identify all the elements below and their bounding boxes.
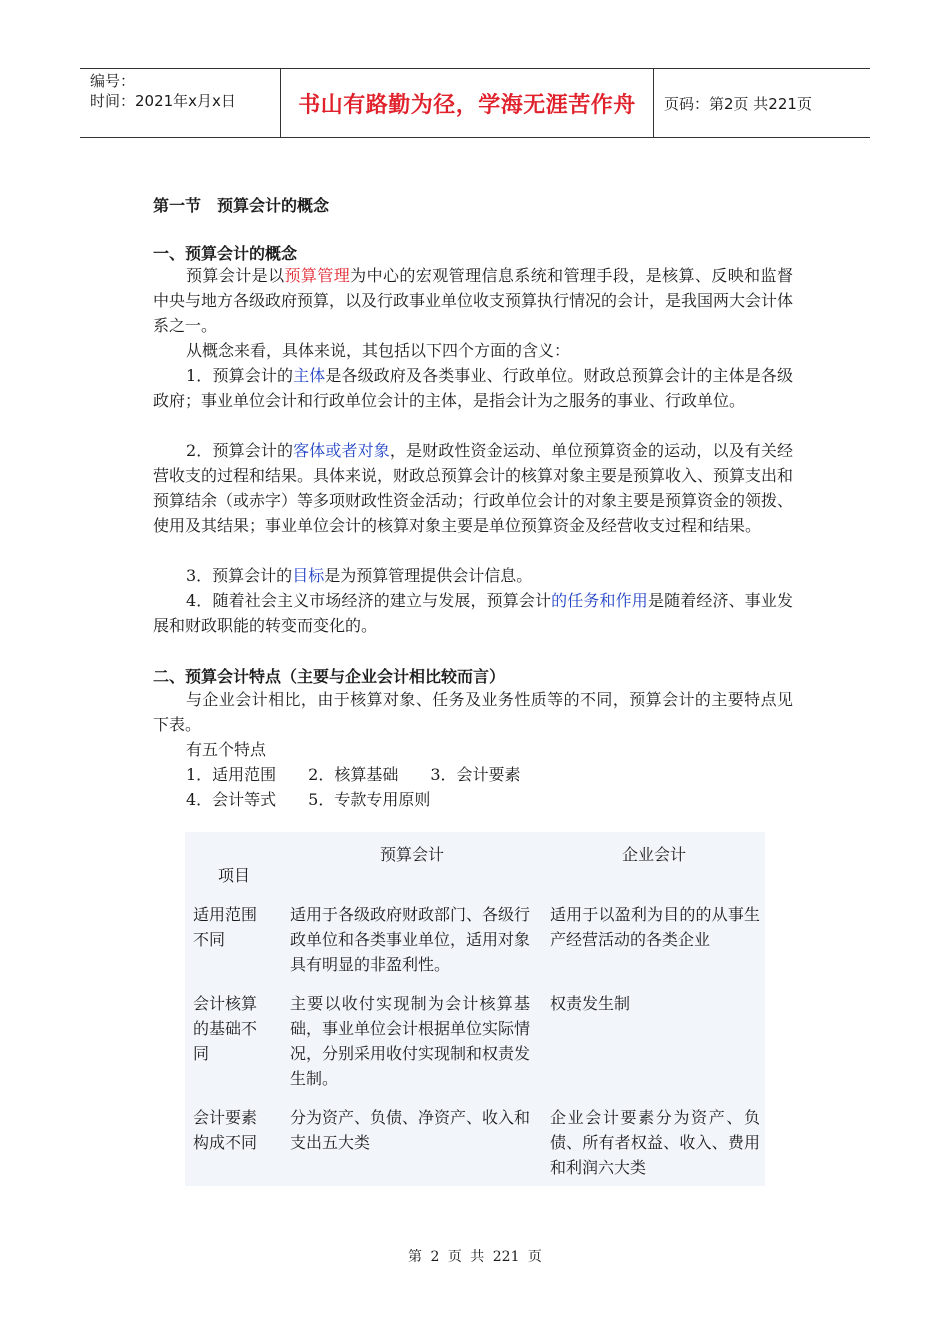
part2-five-features: 有五个特点 <box>186 740 267 759</box>
item3-text-b: 是为预算管理提供会计信息。 <box>324 566 533 585</box>
header-meta <box>80 69 281 137</box>
budget-management-term: 预算管理 <box>284 266 351 285</box>
item2-text-b: ，是财政性资金运动、单位预算资金的运动，以及有关经营收支的过程和结果。具体来说，财政总预算会计的核算对象主要是预算收入、预算支出和预算结余（或赤字）等多项财政性资金活动；行政单位会计的对象主要是预算资金的领拨、使用及其结果；事业单位会计的核算对象主要是单位预算资金及经营收支过程和结果。 <box>153 441 794 535</box>
part1-item-4 <box>153 588 793 638</box>
table-row-1-item: 适用范围不同 <box>193 905 258 949</box>
item1-text-b: 是各级政府及各类事业、行政单位。财政总预算会计的主体是各级政府；事业单位会计和行政单位会计的主体，是指会计为之服务的事业、行政单位。 <box>153 366 793 410</box>
table-row-2-budget: 主要以收付实现制为会计核算基础，事业单位会计根据单位实际情况，分别采用收付实现制和权责发生制。 <box>290 994 531 1088</box>
part1-item-2 <box>153 438 793 538</box>
item4-text-b: 是随着经济、事业发展和财政职能的转变而变化的。 <box>153 591 793 635</box>
item3-text-a: 3．预算会计的 <box>186 566 293 585</box>
table-row-3-item: 会计要素构成不同 <box>193 1108 258 1152</box>
table-header-budget: 预算会计 <box>380 845 445 864</box>
table-row-2-item: 会计核算的基础不同 <box>193 994 258 1063</box>
comparison-table <box>185 832 765 1186</box>
part1-from-concept: 从概念来看，具体来说，其包括以下四个方面的含义： <box>186 341 571 360</box>
part1-intro-text-a: 预算会计是以 <box>186 266 285 285</box>
part1-intro-text-b: 为中心的宏观管理信息系统和管理手段，是核算、反映和监督中央与地方各级政府预算，以及行政事业单位收支预算执行情况的会计，是我国两大会计体系之一。 <box>153 266 794 335</box>
table-row-2-enterprise: 权责发生制 <box>550 994 631 1013</box>
item3-highlight: 目标 <box>292 566 325 585</box>
part2-intro: 与企业会计相比，由于核算对象、任务及业务性质等的不同，预算会计的主要特点见下表。 <box>153 690 793 734</box>
part1-heading: 一、预算会计的概念 <box>153 244 298 263</box>
table-header-item: 项目 <box>218 866 251 885</box>
item2-text-a: 2．预算会计的 <box>186 441 294 460</box>
item1-text-a: 1．预算会计的 <box>186 366 294 385</box>
table-row-1-budget: 适用于各级政府财政部门、各级行政单位和各类事业单位，适用对象具有明显的非盈利性。 <box>290 905 531 974</box>
item4-text-a: 4．随着社会主义市场经济的建立与发展，预算会计 <box>186 591 552 610</box>
table-row-1-enterprise: 适用于以盈利为目的的从事生产经营活动的各类企业 <box>550 905 760 949</box>
part2-heading: 二、预算会计特点（主要与企业会计相比较而言） <box>153 667 506 686</box>
page-footer: 第 2 页 共 221 页 <box>408 1249 542 1265</box>
table-row-3-enterprise: 企业会计要素分为资产、负债、所有者权益、收入、费用和利润六大类 <box>550 1108 760 1177</box>
item2-highlight: 客体或者对象 <box>293 441 390 460</box>
table-row-3-budget: 分为资产、负债、净资产、收入和支出五大类 <box>290 1108 531 1152</box>
part1-item-3 <box>153 563 793 588</box>
item1-highlight: 主体 <box>293 366 326 385</box>
header-number: 编号： <box>90 72 136 90</box>
part1-item-1 <box>153 363 793 413</box>
header-time: 时间：2021年x月x日 <box>90 92 236 110</box>
part1-intro <box>153 263 793 338</box>
part2-list-row-2: 4．会计等式 5．专款专用原则 <box>186 790 431 809</box>
section-title: 第一节 预算会计的概念 <box>153 196 330 215</box>
header-motto: 书山有路勤为径，学海无涯苦作舟 <box>281 69 654 137</box>
part2-list-row-1: 1．适用范围 2．核算基础 3．会计要素 <box>186 765 521 784</box>
page-header <box>80 68 870 138</box>
header-page-info: 页码：第2页 共221页 <box>664 94 812 113</box>
item4-highlight: 的任务和作用 <box>551 591 648 610</box>
table-header-enterprise: 企业会计 <box>622 845 687 864</box>
